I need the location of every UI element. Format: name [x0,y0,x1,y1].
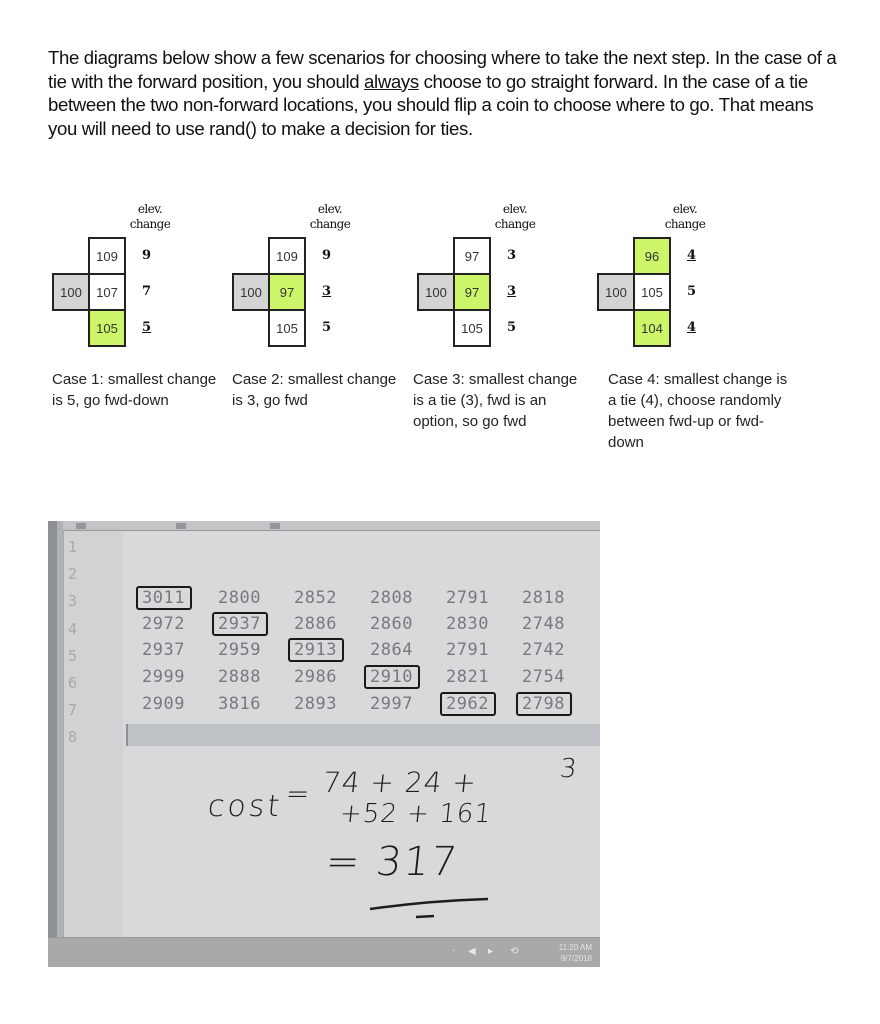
grid-cell: 2893 [294,694,337,714]
taskbar-clock[interactable] [559,942,592,964]
change-fwd: 3 [507,284,517,299]
change-down: 5 [507,320,517,335]
case-caption-1: Case 1: smallest change is 5, go fwd-down [52,371,217,409]
change-up: 4 [687,248,697,263]
header-line-1: elev. [672,202,698,216]
change-fwd: 7 [142,284,152,299]
case-diagram-4 [595,200,775,350]
cell-fwd-up: 97 [453,237,491,275]
grid-cell: 2800 [218,588,261,608]
editor-tab-strip [48,521,600,531]
case-caption-4: Case 4: smallest change is a tie (4), choose randomly between fwd-up or fwd-down [608,371,788,451]
change-up: 3 [507,248,517,263]
cell-fwd-down: 105 [268,309,306,347]
grid-cell: 2886 [294,614,337,634]
case-caption-2: Case 2: smallest change is 3, go fwd [232,371,397,409]
handwritten-line-2: +52 + 161 [338,799,494,829]
path-circle-mark [136,586,192,610]
grid-cell: 2821 [446,667,489,687]
case-diagram-1 [50,200,230,350]
cell-fwd-down: 104 [633,309,671,347]
header-line-1: elev. [317,202,343,216]
grid-cell: 2791 [446,640,489,660]
grid-cell: 2997 [370,694,413,714]
grid-cell: 2852 [294,588,337,608]
grid-cell: 2986 [294,667,337,687]
line-number: 3 [68,592,78,611]
handwritten-equals: = [284,777,312,810]
header-line-1: elev. [137,202,163,216]
header-line-1: elev. [502,202,528,216]
intro-text-1: The diagrams below show a few scenarios for choosing where to take the next step. In the case of a tie with the forward position, you should [48,47,837,92]
elev-change-header [120,202,180,232]
cell-fwd: 105 [633,273,671,311]
line-number: 4 [68,619,78,638]
grid-cell: 2791 [446,588,489,608]
header-line-2: change [494,217,536,231]
grid-cell: 2748 [522,614,565,634]
cell-fwd-down: 105 [453,309,491,347]
grid-cell: 2808 [370,588,413,608]
grid-cell: 2972 [142,614,185,634]
tab-icon [76,523,86,529]
intro-text-2: choose to go straight forward. In the case of a tie between the two non-forward locations, you should flip a coin to choose where to go. That means you will need to use rand() to make a decision for ties. [48,70,814,139]
line-number: 8 [68,728,78,747]
change-fwd: 5 [687,284,697,299]
line-number: 1 [68,538,78,556]
cell-fwd-down: 105 [88,309,126,347]
cell-current: 100 [232,273,270,311]
tab-icon [176,523,186,529]
grid-cell: 2798 [522,694,565,714]
line-number: 5 [68,646,78,665]
elev-change-header [300,202,360,232]
grid-cell: 2959 [218,640,261,660]
change-fwd: 3 [322,284,332,299]
change-down: 5 [142,320,152,335]
case-diagram-2 [230,200,410,350]
grid-cell: 2937 [142,640,185,660]
cell-fwd: 97 [268,273,306,311]
grid-cell: 2818 [522,588,565,608]
line-number: 7 [68,701,78,720]
cell-current: 100 [417,273,455,311]
path-circle-mark [212,612,268,636]
network-icon[interactable]: ▸ [488,946,494,957]
cell-fwd: 97 [453,273,491,311]
cell-fwd: 107 [88,273,126,311]
grid-cell: 2999 [142,667,185,687]
handwritten-cost-label: cost [206,789,285,824]
cell-current: 100 [52,273,90,311]
cell-fwd-up: 109 [268,237,306,275]
path-circle-mark [440,692,496,716]
path-circle-mark [364,665,420,689]
grid-cell: 3011 [142,588,185,608]
cell-fwd-up: 109 [88,237,126,275]
path-circle-mark [516,692,572,716]
sync-icon[interactable]: ⟲ [510,946,519,957]
window-left-edge [48,521,57,967]
cell-current: 100 [597,273,635,311]
change-down: 4 [687,320,697,335]
grid-cell: 2909 [142,694,185,714]
clock-time: 11:20 AM [558,943,592,952]
case-caption-3: Case 3: smallest change is a tie (3), fwd is an option, so go fwd [413,371,578,430]
grid-cell: 2860 [370,614,413,634]
volume-icon[interactable]: ◀ [468,946,476,957]
elev-change-header [655,202,715,232]
grid-cell: 2830 [446,614,489,634]
handwritten-superscript: 3 [558,754,579,784]
change-down: 5 [322,320,332,335]
grid-cell: 2910 [370,667,413,687]
line-number: 6 [68,674,78,692]
grid-cell: 2742 [522,640,565,660]
change-up: 9 [142,248,152,263]
intro-paragraph [48,46,838,140]
grid-cell: 2937 [218,614,261,634]
spreadsheet-photo [48,521,600,967]
grid-cell: 2888 [218,667,261,687]
result-underline [366,897,496,919]
grid-cell: 2864 [370,640,413,660]
taskbar [48,937,600,967]
path-circle-mark [288,638,344,662]
handwritten-line-1: 74 + 24 + [321,766,479,799]
intro-emphasis: always [364,70,419,92]
clock-date: 9/7/2018 [560,954,592,963]
grid-cell: 2913 [294,640,337,660]
grid-cell: 2754 [522,667,565,687]
case-diagram-3 [415,200,595,350]
change-up: 9 [322,248,332,263]
header-line-2: change [309,217,351,231]
grid-cell: 2962 [446,694,489,714]
header-line-2: change [129,217,171,231]
elev-change-header [485,202,545,232]
grid-cell: 3816 [218,694,261,714]
header-line-2: change [664,217,706,231]
line-number: 2 [68,565,78,584]
tray-dot-icon: · [452,946,456,957]
cell-fwd-up: 96 [633,237,671,275]
handwritten-result: = 317 [323,839,461,885]
tab-icon [270,523,280,529]
current-line-highlight [126,724,600,746]
